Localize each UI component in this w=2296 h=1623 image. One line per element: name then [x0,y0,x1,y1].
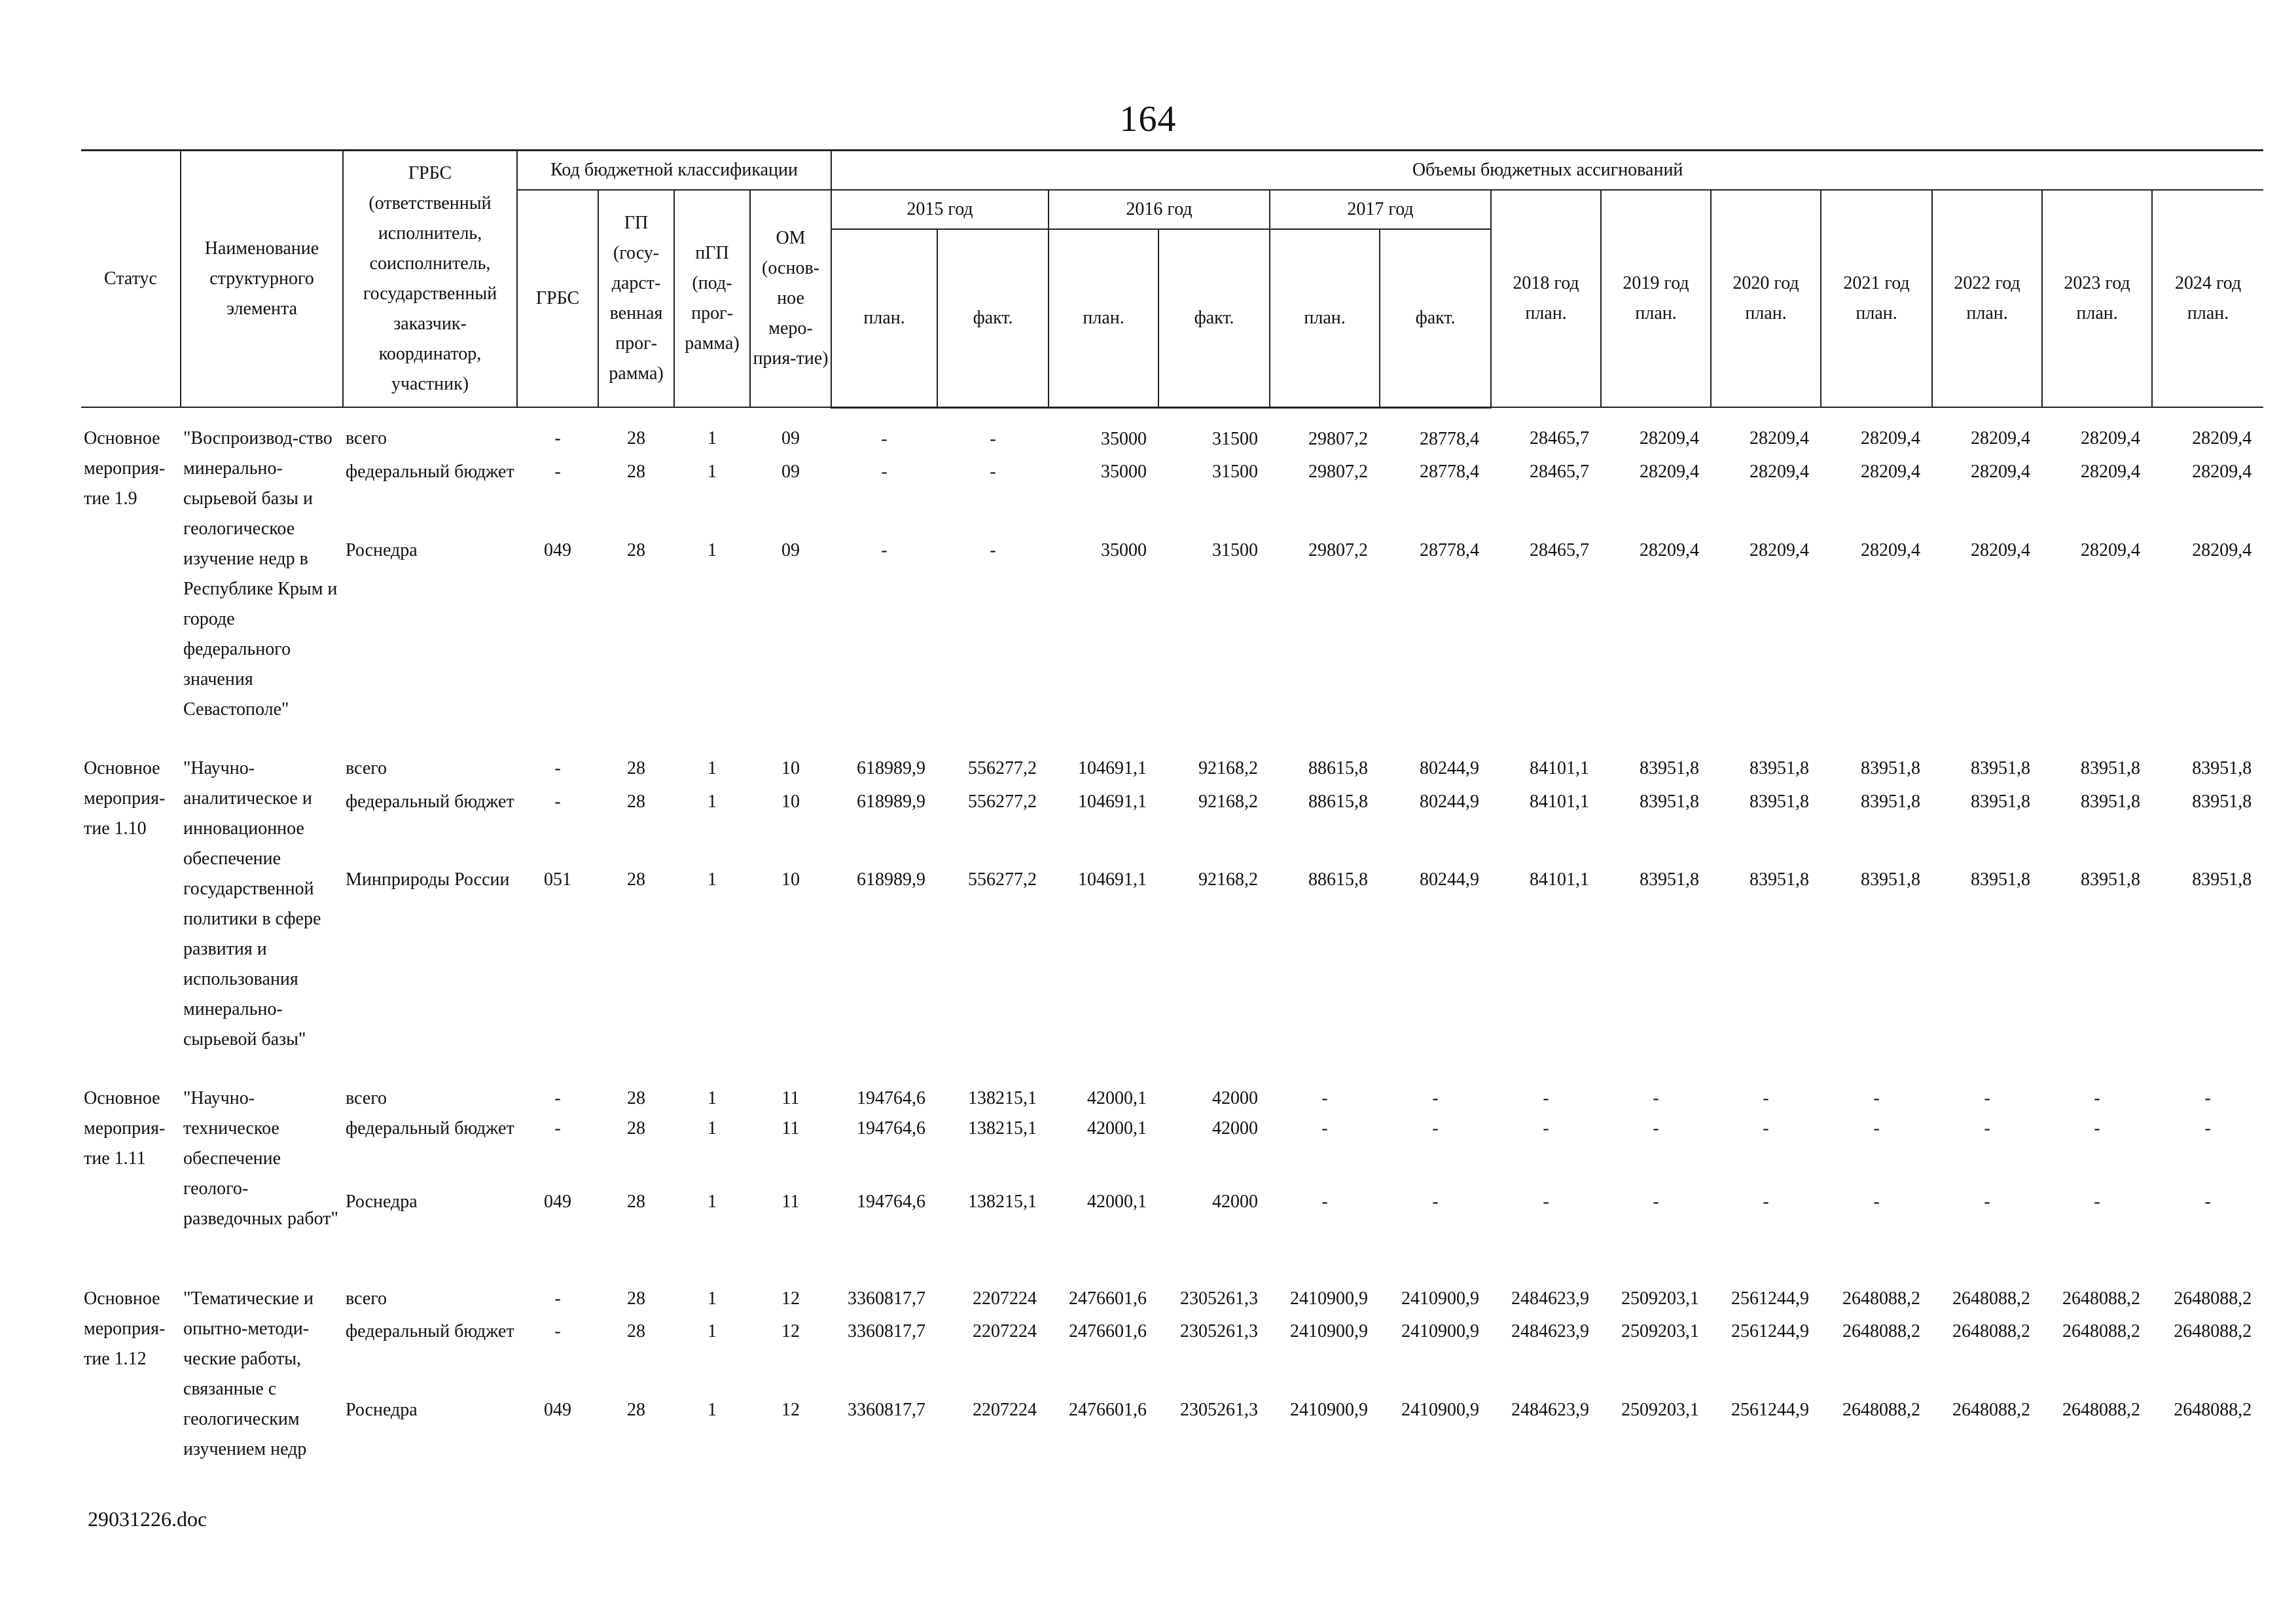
cell-value: 28209,4 [1861,540,1921,561]
cell-value: 35000 [1101,462,1147,483]
cell-grbs: 049 [544,540,571,561]
cell-value: 618989,9 [857,758,926,778]
cell-value: 2648088,2 [2174,1288,2252,1309]
cell-value: 2476601,6 [1069,1288,1147,1309]
cell-value: 556277,2 [968,758,1037,778]
header-2016-fact: факт. [1158,229,1270,407]
cell-om: 12 [781,1321,800,1342]
cell-value: 83951,8 [1971,791,2031,812]
cell-value: 28209,4 [1861,428,1921,448]
cell-gp: 28 [627,791,645,812]
cell-value: 28209,4 [1640,462,1700,483]
cell-value: - [881,462,888,483]
cell-value: - [1653,1118,1659,1139]
cell-value: 2410900,9 [1401,1399,1480,1420]
cell-value: 3360817,7 [848,1288,926,1309]
cell-status: Основное мероприя-тие 1.11 [84,1088,166,1169]
cell-value: - [2204,1192,2211,1212]
cell-value: - [2204,1088,2211,1108]
cell-pgp: 1 [708,1288,717,1309]
cell-value: 2509203,1 [1621,1321,1700,1342]
cell-source: Роснедра [346,540,418,561]
cell-value: 2410900,9 [1401,1321,1480,1342]
header-status: Статус [81,151,181,408]
table-row [81,738,2263,787]
cell-value: 2484623,9 [1511,1399,1590,1420]
cell-gp: 28 [627,462,645,483]
cell-value: - [1543,1118,1549,1139]
cell-value: 2648088,2 [1952,1399,2031,1420]
table-row [81,1395,2263,1465]
cell-value: 31500 [1212,462,1259,483]
cell-value: 2305261,3 [1180,1288,1259,1309]
cell-value: 28209,4 [1749,428,1810,448]
cell-value: 618989,9 [857,869,926,890]
cell-value: 2648088,2 [1842,1399,1921,1420]
cell-status: Основное мероприя-тие 1.12 [84,1288,166,1369]
cell-om: 10 [781,791,800,812]
cell-value: 83951,8 [1749,869,1810,890]
cell-value: 2476601,6 [1069,1321,1147,1342]
spacer-cell [81,1055,2263,1068]
cell-source: всего [346,1288,387,1309]
cell-value: - [881,428,888,449]
spacer-cell [81,1255,2263,1268]
cell-value: - [1873,1192,1880,1212]
header-2018: 2018 год план. [1491,190,1601,407]
cell-pgp: 1 [708,1399,717,1420]
cell-value: 83951,8 [1749,791,1810,812]
cell-value: 92168,2 [1198,869,1259,890]
cell-value: 194764,6 [857,1118,926,1139]
header-2023: 2023 год план. [2042,190,2152,407]
cell-value: 84101,1 [1530,758,1590,778]
cell-source: федеральный бюджет [346,462,514,483]
cell-value: 80244,9 [1420,869,1480,890]
cell-value: 2207224 [973,1399,1037,1420]
cell-value: 83951,8 [1971,869,2031,890]
cell-value: 2484623,9 [1511,1288,1590,1309]
header-2022: 2022 год план. [1932,190,2042,407]
cell-value: 2561244,9 [1731,1399,1810,1420]
cell-value: 83951,8 [1640,758,1700,778]
cell-value: 42000,1 [1087,1088,1147,1108]
cell-value: - [2094,1118,2100,1139]
cell-value: 28209,4 [1749,462,1810,483]
header-grbs: ГРБС [517,190,598,407]
cell-grbs: 051 [544,869,571,890]
budget-table [81,149,2263,1465]
cell-value: 28209,4 [2192,540,2252,561]
header-year-2017: 2017 год [1270,190,1491,229]
cell-value: 28209,4 [1971,428,2031,448]
group-spacer [81,725,2263,738]
cell-grbs: - [554,462,561,483]
table-row [81,1114,2263,1187]
cell-value: 28465,7 [1530,428,1590,448]
cell-value: 28209,4 [2081,428,2141,448]
cell-value: 83951,8 [2192,791,2252,812]
cell-value: - [1432,1118,1439,1139]
cell-pgp: 1 [708,758,717,778]
cell-value: 28209,4 [1971,540,2031,561]
cell-status: Основное мероприя-тие 1.9 [84,428,166,509]
cell-value: 92168,2 [1198,791,1259,812]
header-name: Наименование структурного элемента [181,151,343,408]
cell-value: 194764,6 [857,1192,926,1212]
cell-gp: 28 [627,1399,645,1420]
cell-pgp: 1 [708,1192,717,1212]
group-spacer [81,1255,2263,1268]
cell-value: 35000 [1101,428,1147,449]
cell-value: 2305261,3 [1180,1399,1259,1420]
header-volumes: Объемы бюджетных ассигнований [831,151,2263,191]
cell-om: 10 [781,869,800,890]
table-row [81,407,2263,457]
cell-value: 83951,8 [1749,758,1810,778]
cell-value: 194764,6 [857,1088,926,1108]
cell-name: "Научно-техническое обеспечение геолого-разведочных работ" [183,1088,338,1229]
table-row [81,1317,2263,1395]
cell-value: 2410900,9 [1290,1321,1369,1342]
cell-value: 80244,9 [1420,791,1480,812]
header-2017-plan: план. [1270,229,1380,407]
cell-source: Минприроды России [346,869,510,890]
cell-gp: 28 [627,1088,645,1108]
cell-value: - [1321,1192,1328,1212]
cell-value: 83951,8 [1861,791,1921,812]
cell-value: 88615,8 [1308,869,1369,890]
page-number: 164 [1119,99,1177,139]
cell-value: 2410900,9 [1290,1288,1369,1309]
cell-om: 09 [781,540,800,561]
cell-value: 28209,4 [2192,428,2252,448]
cell-grbs: 049 [544,1192,571,1212]
cell-om: 12 [781,1288,800,1309]
cell-value: 138215,1 [968,1088,1037,1108]
cell-value: 28209,4 [1861,462,1921,483]
cell-value: - [1432,1192,1439,1212]
header-2017-fact: факт. [1380,229,1491,407]
cell-om: 11 [781,1192,800,1212]
cell-value: - [1763,1192,1769,1212]
cell-gp: 28 [627,1321,645,1342]
cell-source: Роснедра [346,1192,418,1212]
header-2024: 2024 год план. [2152,190,2263,407]
cell-value: 2648088,2 [1842,1321,1921,1342]
cell-value: - [1321,1088,1328,1108]
cell-pgp: 1 [708,1118,717,1139]
cell-value: 2484623,9 [1511,1321,1590,1342]
header-pgp: пГП (под-прог-рамма) [674,190,750,407]
footer-filename: 29031226.doc [88,1507,207,1531]
cell-value: 83951,8 [1640,791,1700,812]
cell-pgp: 1 [708,791,717,812]
cell-source: всего [346,428,387,448]
cell-grbs: - [554,1118,561,1139]
cell-value: 28209,4 [1749,540,1810,561]
cell-value: - [1873,1088,1880,1108]
cell-gp: 28 [627,428,645,448]
cell-value: 42000 [1212,1192,1259,1212]
cell-om: 11 [781,1088,800,1108]
cell-value: - [1984,1088,1990,1108]
cell-name: "Тематические и опытно-методи-ческие работы, связанные с геологическим изучением недр [183,1288,314,1459]
header-om: ОМ (основ-ное меро-прия-тие) [750,190,831,407]
cell-value: 84101,1 [1530,869,1590,890]
cell-value: 28465,7 [1530,540,1590,561]
cell-value: 3360817,7 [848,1399,926,1420]
cell-value: 83951,8 [2081,758,2141,778]
header-2015-fact: факт. [937,229,1049,407]
cell-value: 138215,1 [968,1192,1037,1212]
cell-om: 10 [781,758,800,778]
cell-grbs: - [554,758,561,778]
cell-value: - [1321,1118,1328,1139]
cell-value: 2509203,1 [1621,1399,1700,1420]
cell-value: - [990,428,996,449]
cell-value: 2648088,2 [1842,1288,1921,1309]
cell-value: 88615,8 [1308,791,1369,812]
header-2021: 2021 год план. [1821,190,1932,407]
cell-value: 84101,1 [1530,791,1590,812]
cell-value: 83951,8 [1861,758,1921,778]
table-row [81,1268,2263,1317]
cell-value: 31500 [1212,428,1259,449]
cell-value: 28778,4 [1420,428,1480,449]
cell-value: - [990,540,996,561]
cell-value: 2648088,2 [2174,1399,2252,1420]
cell-value: - [2204,1118,2211,1139]
table-row [81,457,2263,536]
cell-value: - [1873,1118,1880,1139]
cell-om: 09 [781,428,800,448]
cell-value: 2476601,6 [1069,1399,1147,1420]
cell-gp: 28 [627,1288,645,1309]
header-year-2015: 2015 год [831,190,1049,229]
cell-value: 2207224 [973,1288,1037,1309]
header-2020: 2020 год план. [1711,190,1821,407]
cell-value: 29807,2 [1308,540,1369,561]
cell-source: Роснедра [346,1399,418,1420]
cell-gp: 28 [627,758,645,778]
cell-value: 42000 [1212,1088,1259,1108]
cell-name: "Научно-аналитическое и инновационное обеспечение государственной политики в сфере развития и использования минерально-сырьевой базы" [183,758,321,1049]
cell-grbs: 049 [544,1399,571,1420]
cell-grbs: - [554,1088,561,1108]
cell-value: 29807,2 [1308,428,1369,449]
cell-value: - [881,540,888,561]
cell-value: 83951,8 [1861,869,1921,890]
cell-pgp: 1 [708,428,717,448]
cell-value: 28209,4 [2081,540,2141,561]
table-row [81,536,2263,725]
cell-value: 28778,4 [1420,462,1480,483]
cell-pgp: 1 [708,869,717,890]
cell-value: 2648088,2 [2174,1321,2252,1342]
cell-grbs: - [554,791,561,812]
cell-om: 12 [781,1399,800,1420]
cell-value: 28209,4 [1640,540,1700,561]
cell-value: 2207224 [973,1321,1037,1342]
cell-value: 2648088,2 [2062,1288,2141,1309]
cell-value: 83951,8 [2081,791,2141,812]
table-row [81,787,2263,865]
cell-value: 29807,2 [1308,462,1369,483]
cell-source: федеральный бюджет [346,1321,514,1342]
cell-status: Основное мероприя-тие 1.10 [84,758,166,839]
cell-value: 104691,1 [1078,791,1147,812]
cell-value: - [1432,1088,1439,1108]
cell-grbs: - [554,428,561,448]
cell-value: - [1543,1192,1549,1212]
cell-value: 556277,2 [968,869,1037,890]
cell-pgp: 1 [708,1088,717,1108]
cell-value: - [990,462,996,483]
header-kbk: Код бюджетной классификации [517,151,831,191]
cell-value: 2305261,3 [1180,1321,1259,1342]
header-2019: 2019 год план. [1601,190,1711,407]
cell-value: - [2094,1192,2100,1212]
cell-grbs: - [554,1288,561,1309]
cell-value: 28465,7 [1530,462,1590,483]
cell-source: федеральный бюджет [346,1118,514,1139]
cell-source: всего [346,758,387,778]
header-2015-plan: план. [831,229,937,407]
cell-value: 2561244,9 [1731,1321,1810,1342]
cell-value: - [2094,1088,2100,1108]
table-row [81,1068,2263,1114]
cell-value: - [1763,1118,1769,1139]
table-row [81,1187,2263,1255]
cell-name: "Воспроизвод-ство минерально-сырьевой базы и геологическое изучение недр в Республике Крым и городе федерального значения Севастополе" [183,428,338,720]
cell-value: 138215,1 [968,1118,1037,1139]
cell-value: 92168,2 [1198,758,1259,778]
cell-value: 83951,8 [1971,758,2031,778]
cell-value: 2648088,2 [1952,1321,2031,1342]
cell-value: 556277,2 [968,791,1037,812]
cell-value: 35000 [1101,540,1147,561]
cell-value: 88615,8 [1308,758,1369,778]
cell-value: - [1653,1088,1659,1108]
cell-gp: 28 [627,1118,645,1139]
cell-value: 3360817,7 [848,1321,926,1342]
cell-value: 2648088,2 [2062,1321,2141,1342]
cell-om: 09 [781,462,800,483]
cell-value: 83951,8 [2192,758,2252,778]
cell-value: 28209,4 [2081,462,2141,483]
header-2016-plan: план. [1049,229,1158,407]
cell-gp: 28 [627,1192,645,1212]
header-year-2016: 2016 год [1049,190,1270,229]
cell-value: 2561244,9 [1731,1288,1810,1309]
cell-value: 2410900,9 [1290,1399,1369,1420]
cell-pgp: 1 [708,1321,717,1342]
header-gp: ГП (госу-дарст-венная прог-рамма) [598,190,674,407]
cell-value: 83951,8 [2081,869,2141,890]
cell-value: 618989,9 [857,791,926,812]
group-spacer [81,1055,2263,1068]
header-grbs-role: ГРБС (ответственный исполнитель, соисполнитель, государственный заказчик-координатор, участник) [343,151,517,408]
cell-gp: 28 [627,869,645,890]
cell-value: 2509203,1 [1621,1288,1700,1309]
cell-value: 28209,4 [1640,428,1700,448]
cell-value: 42000 [1212,1118,1259,1139]
table-body [81,407,2263,1465]
cell-value: - [1763,1088,1769,1108]
cell-value: 80244,9 [1420,758,1480,778]
cell-om: 11 [781,1118,800,1139]
cell-value: 42000,1 [1087,1118,1147,1139]
cell-gp: 28 [627,540,645,561]
cell-value: 83951,8 [1640,869,1700,890]
cell-value: 104691,1 [1078,869,1147,890]
cell-value: 2648088,2 [1952,1288,2031,1309]
cell-source: всего [346,1088,387,1108]
cell-value: 42000,1 [1087,1192,1147,1212]
cell-value: - [1984,1118,1990,1139]
spacer-cell [81,725,2263,738]
cell-pgp: 1 [708,540,717,561]
cell-value: 31500 [1212,540,1259,561]
table-row [81,865,2263,1055]
cell-value: 28209,4 [2192,462,2252,483]
cell-value: - [1984,1192,1990,1212]
cell-value: 104691,1 [1078,758,1147,778]
cell-pgp: 1 [708,462,717,483]
cell-value: 28778,4 [1420,540,1480,561]
cell-value: 2410900,9 [1401,1288,1480,1309]
cell-value: 28209,4 [1971,462,2031,483]
cell-value: - [1653,1192,1659,1212]
cell-value: 83951,8 [2192,869,2252,890]
cell-source: федеральный бюджет [346,791,514,812]
cell-value: - [1543,1088,1549,1108]
cell-value: 2648088,2 [2062,1399,2141,1420]
cell-grbs: - [554,1321,561,1342]
